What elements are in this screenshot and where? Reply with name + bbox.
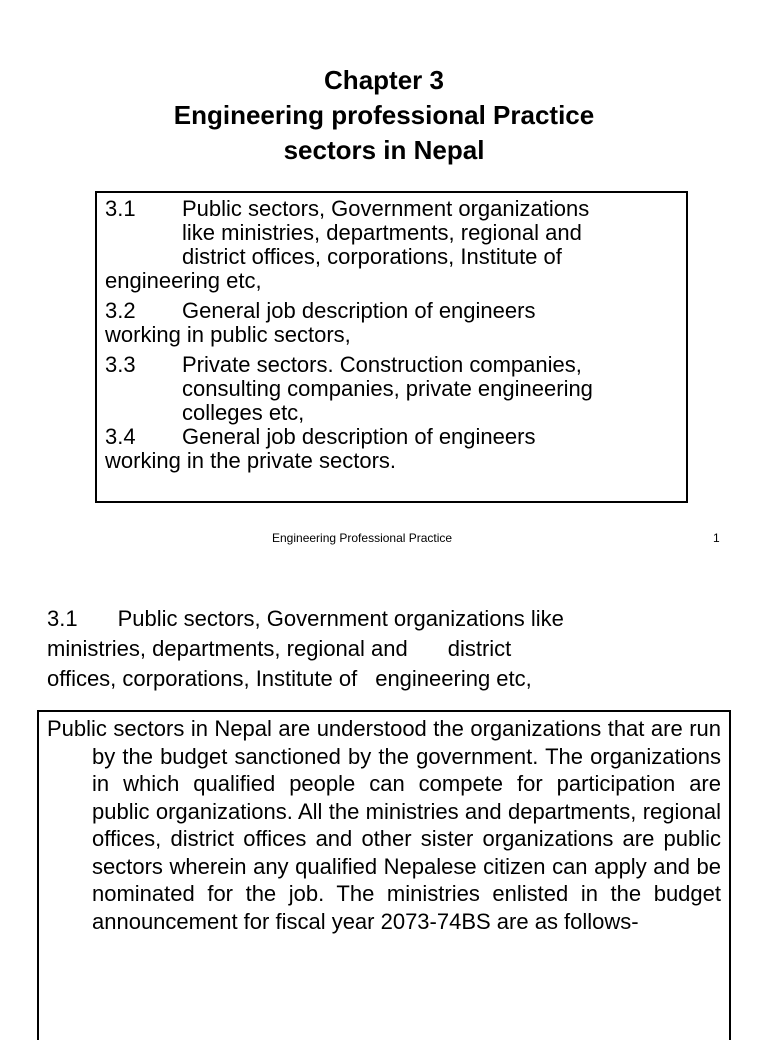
body-text-box [37,710,731,1040]
toc-text: working in the private sectors. [105,448,397,473]
heading-text: Public sectors, Government organizations like [117,606,564,631]
toc-text: Private sectors. Construction companies, [182,352,582,377]
heading-text: offices, corporations, Institute of [47,666,358,691]
toc-text: working in public sectors, [105,322,351,347]
toc-item-3-4 [105,425,678,473]
contents-box [95,191,688,503]
toc-text: colleges etc, [182,400,305,425]
toc-number: 3.2 [105,298,136,323]
toc-number: 3.4 [105,424,136,449]
section-number: 3.1 [47,606,78,631]
title-line: Engineering professional Practice [173,100,595,130]
chapter-title [0,63,768,168]
toc-text: General job description of engineers [182,424,536,449]
toc-number: 3.3 [105,352,136,377]
toc-text: district offices, corporations, Institute of [182,244,562,269]
toc-item-3-2 [105,299,678,347]
title-line: Chapter 3 [324,65,444,95]
heading-text: district [447,636,512,661]
toc-text: Public sectors, Government organizations [182,196,590,221]
slide-footer [0,530,768,546]
footer-text: Engineering Professional Practice [272,531,453,545]
toc-text: General job description of engineers [182,298,536,323]
toc-item-3-1 [105,197,678,293]
toc-text: engineering etc, [105,268,262,293]
toc-item-3-3 [105,353,678,425]
heading-text: engineering etc, [375,666,532,691]
section-heading [47,604,747,694]
page-number: 1 [713,531,720,545]
heading-text: ministries, departments, regional and [47,636,408,661]
toc-text: consulting companies, private engineering [182,376,593,401]
toc-text: like ministries, departments, regional and [182,220,582,245]
body-paragraph: Public sectors in Nepal are understood the organizations that are run by the budget sanctioned by the government. The organizations in which qualified people can compete for participation are public organizations. All the ministries and departments, regional offices, district offices and other sister organizations are public sectors wherein any qualified Nepalese citizen can apply and be nominated for the job. The ministries enlisted in the budget announcement for fiscal year 2073-74BS are as follows- [47,716,721,934]
title-line: sectors in Nepal [283,135,485,165]
toc-number: 3.1 [105,196,136,221]
